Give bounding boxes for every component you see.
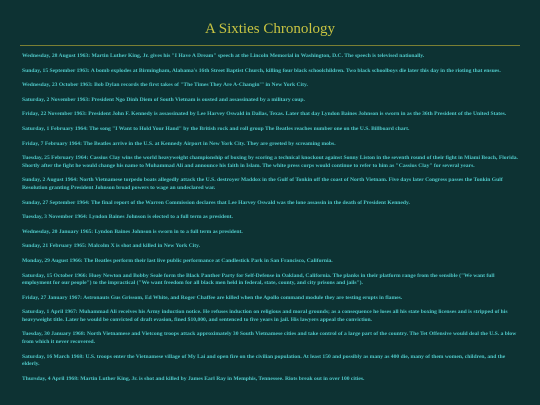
chronology-entry: Monday, 29 August 1966: The Beatles perform their last live public performance at Candlestick Park in San Francisco, California.: [22, 257, 333, 264]
chronology-list: [22, 53, 518, 390]
chronology-entry: Wednesday, 28 August 1963: Martin Luther King, Jr. gives his "I Have A Dream" speech at the Lincoln Memorial in Washington, D.C. The speech is televised nationally.: [22, 53, 425, 59]
chronology-entry: Friday, 22 November 1963: President John F. Kennedy is assassinated by Lee Harvey Oswald in Dallas, Texas. Later that day Lyndon Baines Johnson is sworn in as the 36th President of the United States.: [22, 111, 507, 118]
chronology-entry: Tuesday, 25 February 1964: Cassius Clay wins the world heavyweight championship of boxing by scoring a technical knockout against Sonny Liston in the seventh round of their fight in Miami Beach, Florida. Shortly after the fight he would change his name to Muhammad Ali and announce his faith in Islam. The white press corps would continue to refer to him as "Cassius Clay" for several years.: [22, 155, 518, 169]
chronology-entry: Saturday, 15 October 1966: Huey Newton and Bobby Seale form the Black Panther Party for Self-Defense in Oakland, California. The planks in their platform range from the sensible ("We want full employment for our people") to the impractical ("We want freedom for all black men held in federal, state, county, and city prisons and jails").: [22, 272, 495, 287]
chronology-entry: Sunday, 15 September 1963: A bomb explodes at Birmingham, Alabama's 16th Street Baptist Church, killing four black schoolchildren. Two black schoolboys die later this day in the rioting that ensues.: [22, 67, 501, 74]
chronology-entry: Saturday, 1 February 1964: The song "I Want to Hold Your Hand" by the British rock and roll group The Beatles reaches number one on the U.S. Billboard chart.: [22, 125, 410, 132]
chronology-entry: Tuesday, 30 January 1968: North Vietnamese and Vietcong troops attack approximately 30 South Vietnamese cities and take control of a large part of the country. The Tet Offensive would deal the U.S. a blow from which it never recovered.: [22, 331, 517, 346]
chronology-entry: Saturday, 1 April 1967: Muhammad Ali receives his Army induction notice. He refuses induction on religious and moral grounds; as a consequence he loses all his state boxing licenses and is stripped of his heavyweight title. Later he would be convicted of draft evasion, fined $10,000, and sentenced to five years in jail. His lawyers appeal the conviction.: [22, 309, 508, 323]
chronology-entry: Sunday, 2 August 1964: North Vietnamese torpedo boats allegedly attack the U.S. destroyer Maddox in the Gulf of Tonkin off the coast of North Vietnam. Five days later Congress passes the Tonkin Gulf Resolution granting President Johnson broad powers to wage an undeclared war.: [22, 177, 503, 191]
page-title: A Sixties Chronology: [204, 21, 335, 37]
chronology-entry: Thursday, 4 April 1968: Martin Luther King, Jr. is shot and killed by James Earl Ray in Memphis, Tennessee. Riots break out in over 100 cities.: [22, 375, 365, 382]
chronology-entry: Saturday, 16 March 1968: U.S. troops enter the Vietnamese village of My Lai and open fire on the civilian population. At least 150 and possibly as many as 400 die, many of them women, children, and the elderly.: [22, 353, 506, 368]
chronology-entry: Friday, 27 January 1967: Astronauts Gus Grissom, Ed White, and Roger Chaffee are killed when the Apollo command module they are testing erupts in flames.: [22, 294, 403, 301]
chronology-entry: Friday, 7 February 1964: The Beatles arrive in the U.S. at Kennedy Airport in New York City. They are greeted by screaming mobs.: [22, 140, 336, 147]
title-divider: [20, 45, 520, 46]
chronology-entry: Tuesday, 3 November 1964: Lyndon Baines Johnson is elected to a full term as president.: [22, 214, 233, 221]
chronology-entry: Sunday, 27 September 1964: The final report of the Warren Commission declares that Lee Harvey Oswald was the lone assassin in the death of President Kennedy.: [22, 199, 410, 206]
chronology-entry: Sunday, 21 February 1965: Malcolm X is shot and killed in New York City.: [22, 243, 201, 250]
chronology-entry: Wednesday, 23 October 1963: Bob Dylan records the first takes of "The Times They Are A-Changin'" in New York City.: [22, 82, 308, 89]
chronology-entry: Wednesday, 20 January 1965: Lyndon Baines Johnson is sworn in to a full term as president.: [22, 228, 243, 235]
chronology-entry: Saturday, 2 November 1963: President Ngo Dinh Diem of South Vietnam is ousted and assassinated by a military coup.: [22, 96, 305, 103]
